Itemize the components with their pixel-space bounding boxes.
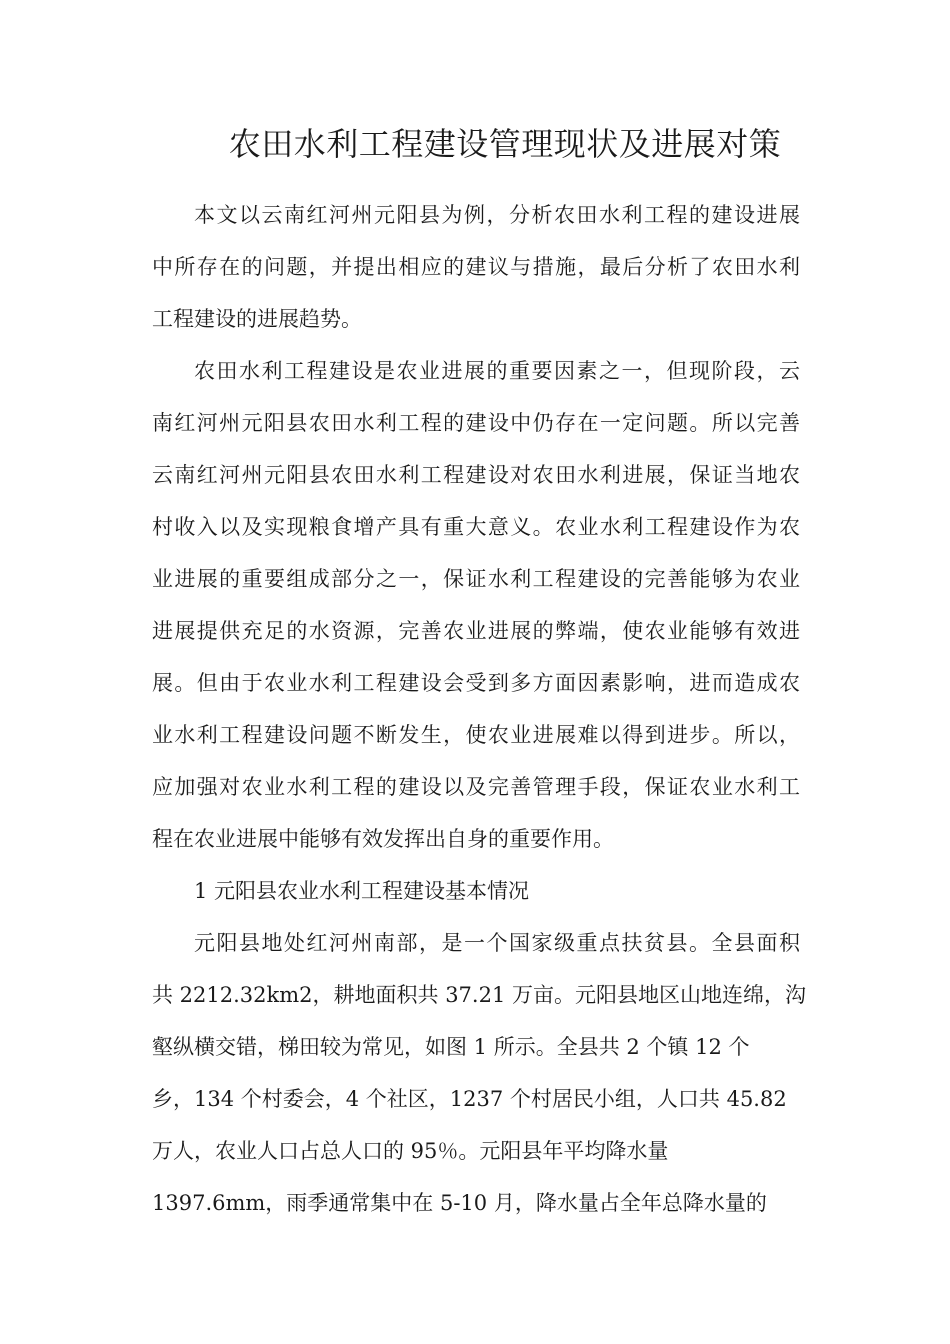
paragraph-2-line-2: 南红河州元阳县农田水利工程的建设中仍存在一定问题。所以完善 xyxy=(152,411,800,435)
paragraph-2-line-10: 程在农业进展中能够有效发挥出自身的重要作用。 xyxy=(152,827,614,851)
paragraph-3-line-2: 共 2212.32km2，耕地面积共 37.21 万亩。元阳县地区山地连绵，沟 xyxy=(152,983,806,1007)
document-title: 农田水利工程建设管理现状及进展对策 xyxy=(228,125,782,163)
paragraph-1-line-2: 中所存在的问题，并提出相应的建议与措施，最后分析了农田水利 xyxy=(152,255,800,279)
section-heading: 1 元阳县农业水利工程建设基本情况 xyxy=(194,879,530,903)
paragraph-3-line-4: 乡，134 个村委会，4 个社区，1237 个村居民小组，人口共 45.82 xyxy=(152,1087,787,1111)
paragraph-2-line-4: 村收入以及实现粮食增产具有重大意义。农业水利工程建设作为农 xyxy=(152,515,800,539)
paragraph-2-line-5: 业进展的重要组成部分之一，保证水利工程建设的完善能够为农业 xyxy=(152,567,800,591)
paragraph-2-line-6: 进展提供充足的水资源，完善农业进展的弊端，使农业能够有效进 xyxy=(152,619,800,643)
paragraph-3-line-6: 1397.6mm，雨季通常集中在 5-10 月，降水量占全年总降水量的 xyxy=(152,1191,767,1215)
paragraph-2-line-9: 应加强对农业水利工程的建设以及完善管理手段，保证农业水利工 xyxy=(152,775,800,799)
paragraph-3-line-5: 万人，农业人口占总人口的 95％。元阳县年平均降水量 xyxy=(152,1139,669,1163)
paragraph-3-line-1: 元阳县地处红河州南部，是一个国家级重点扶贫县。全县面积 xyxy=(194,931,800,955)
paragraph-2-line-1: 农田水利工程建设是农业进展的重要因素之一，但现阶段，云 xyxy=(194,359,800,383)
paragraph-2-line-7: 展。但由于农业水利工程建设会受到多方面因素影响，进而造成农 xyxy=(152,671,800,695)
paragraph-2-line-8: 业水利工程建设问题不断发生，使农业进展难以得到进步。所以， xyxy=(152,723,800,747)
paragraph-2-line-3: 云南红河州元阳县农田水利工程建设对农田水利进展，保证当地农 xyxy=(152,463,800,487)
paragraph-3-line-3: 壑纵横交错，梯田较为常见，如图 1 所示。全县共 2 个镇 12 个 xyxy=(152,1035,750,1059)
paragraph-1-line-3: 工程建设的进展趋势。 xyxy=(152,307,362,331)
paragraph-1-line-1: 本文以云南红河州元阳县为例，分析农田水利工程的建设进展 xyxy=(194,203,800,227)
